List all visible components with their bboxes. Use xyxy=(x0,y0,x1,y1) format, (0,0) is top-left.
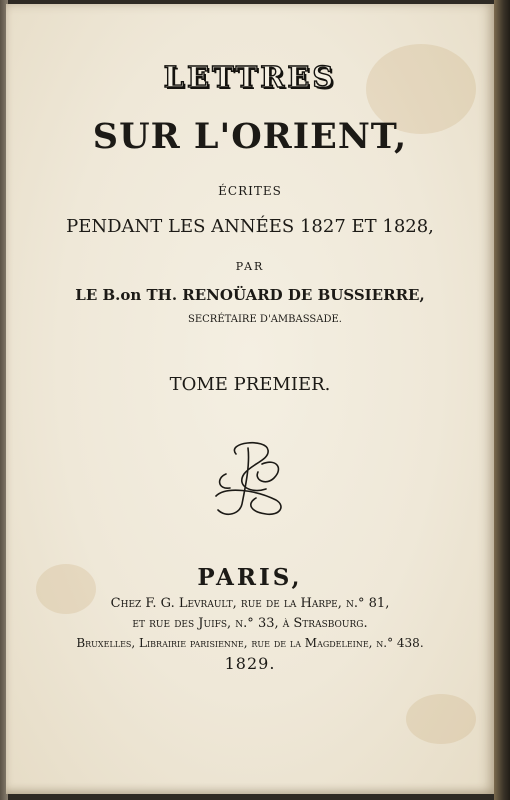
imprint-line-3: Bruxelles, Librairie parisienne, rue de la Magdeleine, n.° 438. xyxy=(76,636,424,650)
author-name: LE B.on TH. RENOÜARD DE BUSSIERRE, xyxy=(75,286,425,304)
title-page xyxy=(6,4,494,794)
book-edge xyxy=(494,0,510,800)
imprint-year: 1829. xyxy=(224,654,276,673)
author-role: SECRÉTAIRE D'AMBASSADE. xyxy=(188,314,342,325)
imprint-city: PARIS, xyxy=(197,564,303,591)
imprint-line-2: et rue des Juifs, n.° 33, à Strasbourg. xyxy=(132,616,368,631)
foxing-stain xyxy=(406,694,476,744)
title-line-2: SUR L'ORIENT, xyxy=(92,116,408,157)
imprint-line-1: Chez F. G. Levrault, rue de la Harpe, n.° 81, xyxy=(110,596,390,611)
subtitle-years: PENDANT LES ANNÉES 1827 ET 1828, xyxy=(66,216,434,237)
title-line-1: LETTRES xyxy=(163,60,337,94)
monogram-ornament xyxy=(196,434,306,524)
volume-label: TOME PREMIER. xyxy=(169,374,331,395)
subtitle-ecrites: ÉCRITES xyxy=(218,184,282,198)
par-label: PAR xyxy=(235,260,265,273)
